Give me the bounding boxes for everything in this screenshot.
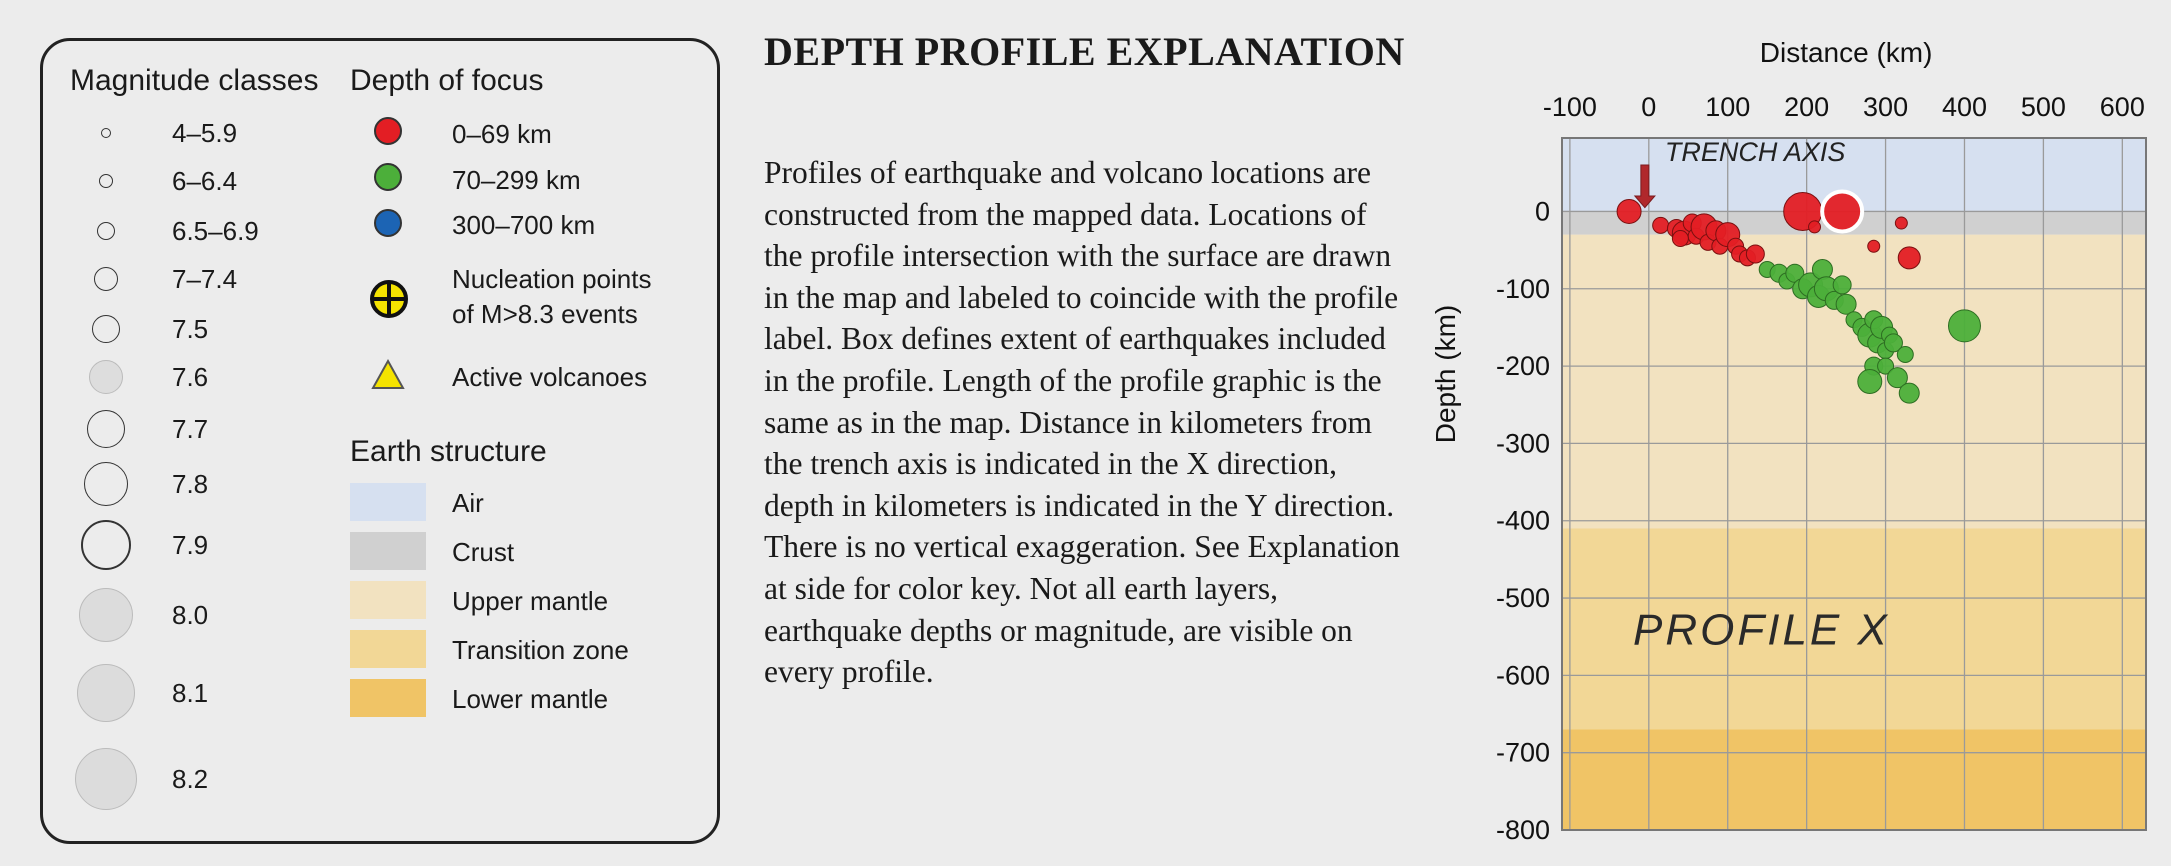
magnitude-circle-8	[81, 520, 131, 570]
x-tick-label-1: 0	[1641, 92, 1657, 122]
quake-shallow-18	[1822, 191, 1862, 231]
quake-shallow-20	[1895, 217, 1907, 229]
magnitude-circle-2	[97, 222, 115, 240]
depth-title: Depth of focus	[350, 64, 544, 97]
quake-shallow-1	[1653, 217, 1669, 233]
volcano-triangle-icon	[370, 358, 406, 392]
trench-axis-label: TRENCH AXIS	[1664, 137, 1846, 168]
explanation-text: Profiles of earthquake and volcano locations are constructed from the mapped data. Locations of the profile intersection with the surface are drawn in the map and labeled to coincide with the profile label. Box defines extent of earthquakes included in the profile. Length of the profile graphic is the same as in the map. Distance in kilometers from the trench axis is indicated in the X direction, depth in kilometers is indicated in the Y direction. There is no vertical exaggeration. See Explanation at side for color key. Not all earth layers, earthquake depths or magnitude, are visible on every profile.	[764, 155, 1400, 690]
depth-dot-intermediate	[374, 163, 402, 191]
x-tick-label-0: -100	[1542, 92, 1597, 122]
quake-shallow-14	[1746, 245, 1764, 263]
x-tick-label-5: 400	[1941, 92, 1988, 122]
depth-label-shallow: 0–69 km	[452, 119, 552, 149]
magnitude-label-5: 7.6	[172, 362, 209, 392]
quake-intermediate-10	[1833, 276, 1851, 294]
magnitude-circle-10	[77, 664, 135, 722]
depth-profile-chart	[1420, 20, 2160, 850]
y-tick-label-5: -500	[1495, 583, 1550, 614]
y-tick-label-4: -400	[1495, 505, 1550, 536]
structure-label-lower-mantle: Lower mantle	[452, 684, 609, 714]
quake-shallow-17	[1809, 221, 1821, 233]
swatch-upper-mantle	[350, 581, 426, 619]
profile-label: PROFILE X	[1633, 605, 1890, 655]
structure-title: Earth structure	[350, 435, 547, 468]
magnitude-label-2: 6.5–6.9	[172, 216, 259, 246]
x-axis-title: Distance (km)	[1759, 37, 1933, 68]
quake-intermediate-7	[1812, 259, 1832, 279]
y-tick-label-3: -300	[1495, 428, 1550, 459]
magnitude-circle-5	[89, 360, 123, 394]
x-tick-label-7: 600	[2099, 92, 2145, 122]
magnitude-label-3: 7–7.4	[172, 264, 238, 294]
nucleation-point-icon	[367, 277, 411, 321]
x-tick-label-3: 200	[1784, 92, 1830, 122]
nucleation-label-line1: Nucleation points	[452, 264, 652, 294]
depth-label-intermediate: 70–299 km	[452, 165, 581, 195]
swatch-air	[350, 483, 426, 521]
magnitude-label-10: 8.1	[172, 678, 209, 708]
depth-label-deep: 300–700 km	[452, 210, 596, 240]
magnitude-circle-0	[101, 128, 111, 138]
y-tick-label-2: -200	[1495, 351, 1550, 382]
magnitude-label-11: 8.2	[172, 764, 209, 794]
swatch-lower-mantle	[350, 679, 426, 717]
quake-shallow-0	[1617, 199, 1641, 223]
magnitude-circle-11	[75, 748, 137, 810]
magnitude-circle-3	[94, 267, 118, 291]
magnitude-title: Magnitude classes	[70, 64, 319, 97]
magnitude-label-0: 4–5.9	[172, 118, 238, 148]
volcano-label: Active volcanoes	[452, 362, 648, 392]
magnitude-label-1: 6–6.4	[172, 166, 238, 196]
y-tick-label-7: -700	[1495, 737, 1550, 768]
magnitude-circle-9	[79, 588, 133, 642]
y-tick-label-0: 0	[1534, 196, 1550, 227]
quake-intermediate-26	[1899, 383, 1919, 403]
quake-shallow-15	[1672, 231, 1688, 247]
structure-label-air: Air	[452, 488, 484, 518]
quake-shallow-21	[1898, 247, 1920, 269]
layer-4	[1562, 729, 2146, 830]
magnitude-circle-6	[87, 410, 125, 448]
structure-label-upper-mantle: Upper mantle	[452, 586, 609, 616]
quake-shallow-19	[1868, 240, 1880, 252]
swatch-transition-zone	[350, 630, 426, 668]
y-axis-title: Depth (km)	[1430, 304, 1461, 444]
x-tick-label-6: 500	[2020, 92, 2066, 122]
magnitude-circle-4	[92, 315, 120, 343]
magnitude-circle-1	[99, 174, 113, 188]
quake-intermediate-11	[1836, 294, 1856, 314]
explanation-title: DEPTH PROFILE EXPLANATION	[764, 29, 1405, 74]
magnitude-label-6: 7.7	[172, 414, 209, 444]
depth-dot-deep	[374, 209, 402, 237]
depth-dot-shallow	[374, 117, 402, 145]
magnitude-label-9: 8.0	[172, 600, 209, 630]
y-tick-label-1: -100	[1495, 273, 1550, 304]
nucleation-label-line2: of M>8.3 events	[452, 299, 638, 329]
layer-2	[1562, 235, 2146, 529]
magnitude-label-4: 7.5	[172, 314, 209, 344]
structure-label-transition-zone: Transition zone	[452, 635, 629, 665]
magnitude-label-8: 7.9	[172, 530, 209, 560]
y-tick-label-6: -600	[1495, 660, 1550, 691]
x-tick-label-4: 300	[1863, 92, 1909, 122]
swatch-crust	[350, 532, 426, 570]
y-tick-label-8: -800	[1495, 815, 1550, 845]
magnitude-circle-7	[84, 462, 128, 506]
x-tick-label-2: 100	[1705, 92, 1751, 122]
structure-label-crust: Crust	[452, 537, 515, 567]
quake-intermediate-22	[1858, 370, 1882, 394]
quake-intermediate-27	[1948, 310, 1980, 342]
quake-intermediate-25	[1897, 346, 1913, 362]
magnitude-label-7: 7.8	[172, 469, 209, 499]
